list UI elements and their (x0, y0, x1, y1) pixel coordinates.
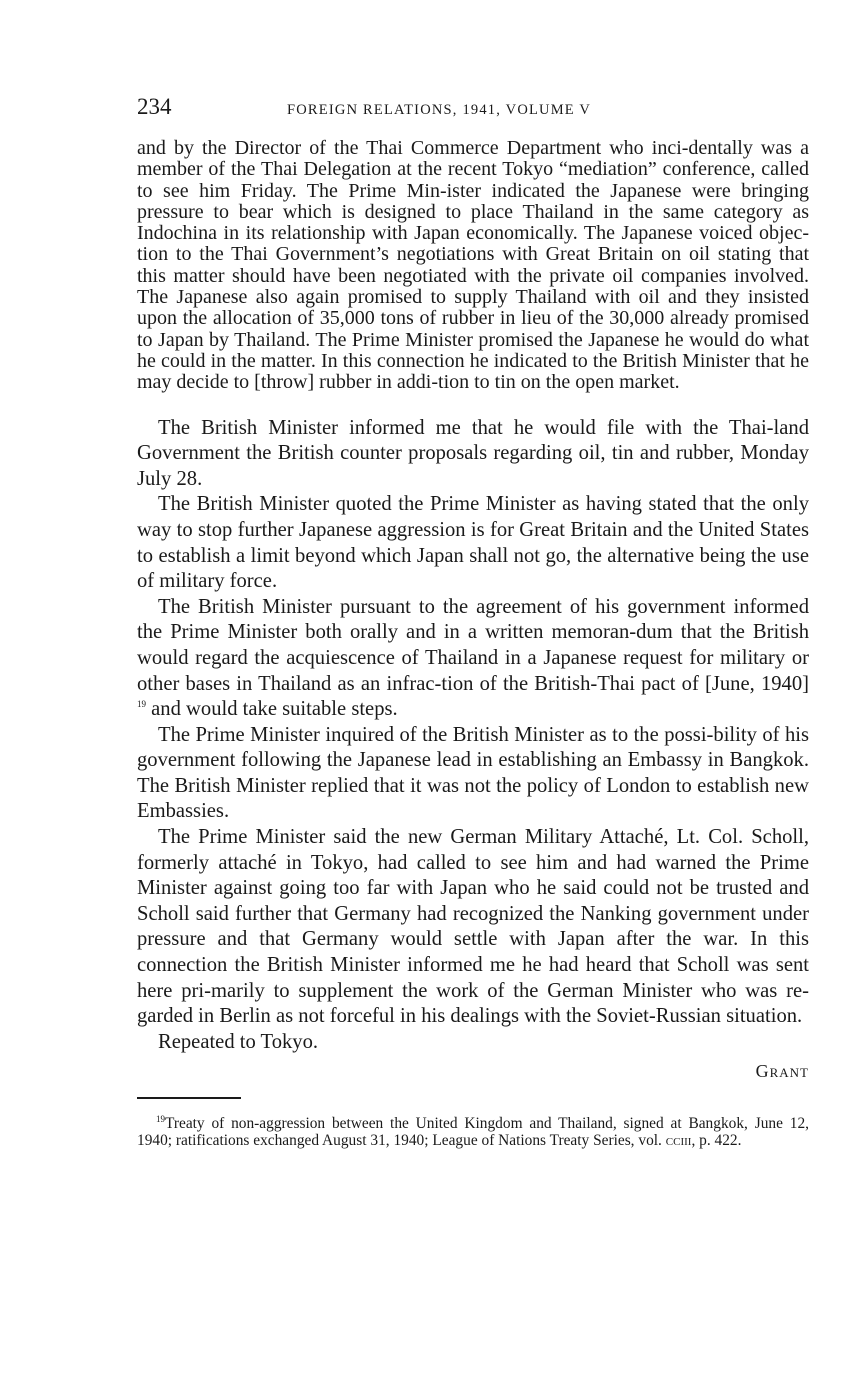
footnote-divider (137, 1097, 241, 1099)
footnote-page: , p. 422. (691, 1131, 742, 1149)
pact-text-before: The British Minister pursuant to the agreement of his government informed the Prime Minister both orally and in a written memoran-dum that the British would regard the acquiescence of Thailand in a Japanese request for military or other bases in Thailand as an infrac-tion of the British-Thai pact of [June, 1940] (137, 595, 809, 695)
footnote (137, 1116, 809, 1148)
signature: Grant (755, 1061, 809, 1082)
footnote-reference: 19 (137, 699, 146, 710)
paragraph-british-thai-pact (137, 595, 809, 723)
paragraph-repeated: Repeated to Tokyo. (158, 1030, 319, 1053)
footnote-mark: 19 (156, 1114, 165, 1125)
opening-paragraph: and by the Director of the Thai Commerce Department who inci-dentally was a member of the Thai Delegation at the recent Tokyo “mediation” conference, called to see him Friday. The Prime Min-ister indicated the Japanese were bringing pressure to bear which is designed to place Thailand in the same category as Indochina in its relationship with Japan economically. The Japanese voiced objec-tion to the Thai Government’s negotiations with Great Britain on oil stating that this matter should have been negotiated with the private oil companies involved. The Japanese also again promised to supply Thailand with oil and they insisted upon the allocation of 35,000 tons of rubber in lieu of the 30,000 already promised to Japan by Thailand. The Prime Minister promised the Japanese he would do what he could in the matter. In this connection he indicated to the British Minister that he may decide to [throw] rubber in addi-tion to tin on the open market. (137, 137, 809, 394)
paragraph-counter-proposals: The British Minister informed me that he would file with the Thai-land Government the British counter proposals regarding oil, tin and rubber, Monday July 28. (137, 416, 809, 490)
page-header (137, 94, 809, 124)
footnote-volume: cciii (665, 1131, 692, 1149)
footnote-text: Treaty of non-aggression between the United Kingdom and Thailand, signed at Bangkok, June 12, 1940; ratifications exchanged August 31, 1940; League of Nations Treaty Series, vol. (137, 1115, 809, 1149)
paragraph-japanese-aggression: The British Minister quoted the Prime Minister as having stated that the only way to stop further Japanese aggression is for Great Britain and the United States to establish a limit beyond which Japan shall not go, the alternative being the use of military force. (137, 493, 809, 593)
document-page (137, 94, 809, 1149)
paragraph-german-attache: The Prime Minister said the new German Military Attaché, Lt. Col. Scholl, formerly attaché in Tokyo, had called to see him and had warned the Prime Minister against going too far with Japan who he said could not be trusted and Scholl said further that Germany had recognized the Nanking government under pressure and that Germany would settle with Japan after the war. In this connection the British Minister informed me he had heard that Scholl was sent here pri-marily to supplement the work of the German Minister who was re-garded in Berlin as not forceful in his dealings with the Soviet-Russian situation. (137, 826, 809, 1028)
pact-text-after: and would take suitable steps. (151, 698, 398, 721)
paragraph-embassy: The Prime Minister inquired of the British Minister as to the possi-bility of his government following the Japanese lead in establishing an Embassy in Bangkok. The British Minister replied that it was not the policy of London to establish new Embassies. (137, 723, 809, 823)
page-number: 234 (137, 94, 172, 119)
running-head: FOREIGN RELATIONS, 1941, VOLUME V (287, 102, 592, 118)
